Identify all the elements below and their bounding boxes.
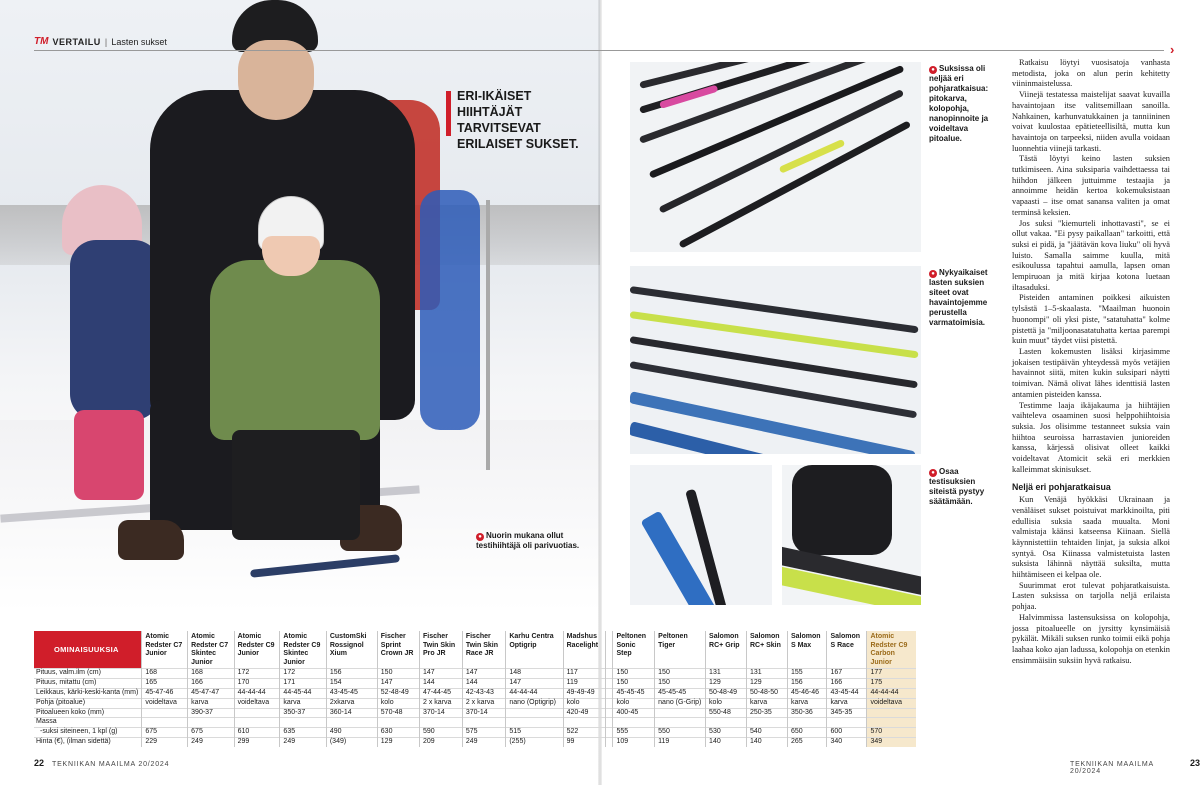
table-cell: 675 — [188, 728, 234, 738]
table-cell: 635 — [280, 728, 326, 738]
table-row-label: Pituus, valm.ilm (cm) — [36, 669, 101, 677]
table-cell: 154 — [326, 679, 377, 689]
table-cell: kolo — [563, 698, 606, 708]
table-cell: voideltava — [142, 698, 188, 708]
table-cell: 119 — [563, 679, 606, 689]
photo-binding-adjust — [630, 465, 772, 605]
camera-icon: ● — [929, 469, 937, 477]
article-paragraph: Kun Venäjä hyökkäsi Ukrainaan ja venäläiset sukset poistuivat markkinoilta, piti edullisia suksia saada muualta. Moni valmistaja käänsi katseensa Kiinaan. Siellä käynnistettiin tehtaiden linjat, ja suksia alkoi syntyä. Osa Kiinassa valmistetuista lasten suksista lähinnä näyttää suksilta, mutta hiihtämiseen ei kelpaa ole. — [1012, 495, 1170, 580]
table-body — [34, 669, 916, 747]
table-column-header: Fischer Sprint Crown JR — [377, 631, 419, 669]
table-cell: 650 — [787, 728, 827, 738]
table-cell: 150 — [655, 679, 706, 689]
header-rule — [34, 50, 1164, 51]
table-column-header: Atomic Redster C9 Skintec Junior — [280, 631, 326, 669]
table-cell: 340 — [827, 737, 867, 747]
table-cell: 600 — [827, 728, 867, 738]
photo-2-caption: ● Nykyaikaiset lasten suksien siteet ovat havaintojemme perustella varmatoimisia. — [929, 268, 988, 327]
table-column-header: Fischer Twin Skin Pro JR — [420, 631, 463, 669]
article-body — [1012, 58, 1170, 666]
table-cell: 99 — [563, 737, 606, 747]
table-cell: karva — [280, 698, 326, 708]
table-cell: 129 — [377, 737, 419, 747]
table-cell: 131 — [746, 669, 787, 679]
page-number-left: 22 — [34, 758, 45, 768]
table-cell: voideltava — [234, 698, 280, 708]
article-paragraph: Halvimmissa lastensuksissa on kolopohja, jossa pitoalueelle on jyrsitty kynsimäisiä pykälät. Mikäli suksen runko toimii eikä pohja laahaa koko ajan ladussa, kolopohja on etenkin ensimmäisiin suksiin hyvä ratkaisu. — [1012, 612, 1170, 665]
table-cell: 50-48-49 — [706, 688, 747, 698]
section-topic: Lasten sukset — [111, 36, 167, 47]
table-cell — [420, 718, 463, 728]
table-cell: 50-48-50 — [746, 688, 787, 698]
table-cell — [234, 708, 280, 718]
table-cell — [867, 708, 916, 718]
table-cell: 370-14 — [462, 708, 506, 718]
table-cell: 2xkarva — [326, 698, 377, 708]
table-cell: 249 — [462, 737, 506, 747]
table-cell: 49-49-49 — [563, 688, 606, 698]
table-row — [34, 669, 916, 679]
table-column-header: Peltonen Tiger — [655, 631, 706, 669]
table-cell — [563, 718, 606, 728]
table-cell — [606, 708, 613, 718]
article-paragraph: Pisteiden antaminen poikkesi aikuisten tylsästä 1–5-skaalasta. "Maailman huonoin huonompi" oli yksi piste, "satatuhatta" kolme pistettä ja "miljoonasatatuhatta kertaa parempi kuin muut" täydet viisi pistettä. — [1012, 293, 1170, 346]
table-cell: 168 — [188, 669, 234, 679]
table-cell — [606, 728, 613, 738]
table-column-header: Fischer Twin Skin Race JR — [462, 631, 506, 669]
photo-1-caption: ● Suksissa oli neljää eri pohjaratkaisua: pitokarva, kolopohja, nanopinnoite ja voideltava pitoalue. — [929, 64, 989, 143]
table-column-header: Karhu Centra Optigrip — [506, 631, 563, 669]
table-cell: 144 — [420, 679, 463, 689]
table-cell: 420-49 — [563, 708, 606, 718]
table-cell: 530 — [706, 728, 747, 738]
table-cell: 166 — [827, 679, 867, 689]
table-cell — [655, 718, 706, 728]
spec-table — [34, 631, 916, 747]
table-cell — [606, 718, 613, 728]
table-row — [34, 679, 916, 689]
table-cell: 45-46-46 — [787, 688, 827, 698]
table-cell: 177 — [867, 669, 916, 679]
article-paragraph: Lasten kokemusten lisäksi kirjasimme jokaisen testipäivän yhteydessä myös vetäjien havainnot siitä, miten kukin suksipari näytti toimivan. Nämä olivat lähes identtisiä lasten antamien pisteiden kanssa. — [1012, 346, 1170, 399]
table-cell: 45-47-47 — [188, 688, 234, 698]
table-cell — [867, 718, 916, 728]
table-cell — [613, 718, 655, 728]
headline-accent-bar — [446, 91, 451, 136]
table-cell: 172 — [234, 669, 280, 679]
table-cell: 249 — [188, 737, 234, 747]
table-cell: 400-45 — [613, 708, 655, 718]
table-cell: 370-14 — [420, 708, 463, 718]
table-cell: 117 — [563, 669, 606, 679]
table-cell: 349 — [867, 737, 916, 747]
table-cell: 675 — [142, 728, 188, 738]
table-cell: 168 — [142, 669, 188, 679]
table-cell: 550-48 — [706, 708, 747, 718]
table-cell: 350-37 — [280, 708, 326, 718]
table-cell: 350-36 — [787, 708, 827, 718]
article-paragraph: Ratkaisu löytyi vuosisatoja vanhasta metodista, joka on alun perin kehitetty viininmaistelussa. — [1012, 58, 1170, 89]
table-cell — [326, 718, 377, 728]
table-cell: 249 — [280, 737, 326, 747]
camera-icon: ● — [929, 270, 937, 278]
table-cell: 119 — [655, 737, 706, 747]
article-paragraph: Tästä löytyi keino lasten suksien tutkimiseen. Aina suksiparia vaihdettaessa tai hiihdon jälkeen juttuimme testaajia ja annoimme heidän kertoa kokemuksistaan vapaasti – itse omat sanansa valiten ja omat terminsä keksien. — [1012, 154, 1170, 217]
article-paragraph: Suurimmat erot tulevat pohjaratkaisuista. Lasten suksissa on tarjolla neljä erilaista pohjaa. — [1012, 580, 1170, 612]
photo-ski-bindings — [630, 266, 921, 454]
table-column-header: Peltonen Sonic Step — [613, 631, 655, 669]
table-cell: 147 — [506, 679, 563, 689]
table-cell: (349) — [326, 737, 377, 747]
table-cell: 140 — [706, 737, 747, 747]
table-cell — [462, 718, 506, 728]
article-paragraph: Jos suksi "kiemurteli inhottavasti", se ei ollut vakaa. "Ei pysy paikallaan" tarkoitti, että suksi ei pidä, ja "jäätävän kova liuku" oli hyvä luisto. Samalla saimme kuulla, mitä esikoulussa tapahtui aamulla, lapsen oman lempiruoan ja mitä kirjaa kotona luetaan iltasaduksi. — [1012, 218, 1170, 292]
table-cell: 156 — [326, 669, 377, 679]
table-cell: 229 — [142, 737, 188, 747]
table-row — [34, 737, 916, 747]
table-cell: 45-45-45 — [613, 688, 655, 698]
table-column-header: Salomon RC+ Skin — [746, 631, 787, 669]
table-cell: 109 — [613, 737, 655, 747]
photo-binding-closeup — [782, 465, 921, 605]
table-row — [34, 728, 916, 738]
table-cell: 43-45-44 — [827, 688, 867, 698]
table-cell: 250-35 — [746, 708, 787, 718]
table-cell: 540 — [746, 728, 787, 738]
headline: ERI-IKÄISET HIIHTÄJÄT TARVITSEVAT ERILAISET SUKSET. — [457, 89, 579, 151]
table-cell: 43-45-45 — [326, 688, 377, 698]
table-row-label: Leikkaus, kärki-keski-kanta (mm) — [36, 689, 139, 697]
table-row — [34, 718, 916, 728]
table-row-label: Pohja (pitoalue) — [36, 698, 86, 706]
table-row-label: Pituus, mitattu (cm) — [36, 679, 97, 687]
table-cell: 44-44-44 — [867, 688, 916, 698]
table-cell — [506, 708, 563, 718]
table-row-label: Massa — [36, 718, 57, 726]
table-cell: kolo — [706, 698, 747, 708]
table-cell: 150 — [613, 679, 655, 689]
next-page-arrow-icon: › — [1170, 42, 1175, 57]
photo-ski-bases — [630, 62, 921, 252]
table-cell: 515 — [506, 728, 563, 738]
table-cell — [280, 718, 326, 728]
main-photo-caption: ● Nuorin mukana ollut testihiihtäjä oli parivuotias. — [476, 531, 580, 550]
table-cell: 147 — [377, 679, 419, 689]
table-column-header: Madshus Racelight — [563, 631, 606, 669]
table-cell: 45-45-45 — [655, 688, 706, 698]
table-cell: karva — [188, 698, 234, 708]
section-header — [34, 36, 167, 47]
table-cell: 44-44-44 — [506, 688, 563, 698]
table-cell — [606, 679, 613, 689]
table-row-label: Hinta (€), (ilman sidettä) — [36, 738, 111, 746]
tm-logo: TM — [34, 36, 49, 47]
table-column-header: Salomon S Max — [787, 631, 827, 669]
table-cell — [706, 718, 747, 728]
camera-icon: ● — [476, 533, 484, 541]
table-cell: 150 — [655, 669, 706, 679]
table-cell: 550 — [655, 728, 706, 738]
table-cell — [234, 718, 280, 728]
table-cell: 209 — [420, 737, 463, 747]
table-cell: 131 — [706, 669, 747, 679]
table-cell: 610 — [234, 728, 280, 738]
table-cell: 570-48 — [377, 708, 419, 718]
table-cell: 156 — [787, 679, 827, 689]
table-row — [34, 688, 916, 698]
table-cell: 590 — [420, 728, 463, 738]
table-cell — [606, 688, 613, 698]
table-cell — [506, 718, 563, 728]
table-column-header — [606, 631, 613, 669]
table-cell: 172 — [280, 669, 326, 679]
table-row — [34, 708, 916, 718]
table-cell: 390-37 — [188, 708, 234, 718]
table-cell: 575 — [462, 728, 506, 738]
section-separator: | — [104, 36, 108, 47]
table-cell: 167 — [827, 669, 867, 679]
table-cell — [142, 708, 188, 718]
footer-left — [34, 758, 169, 768]
table-cell: karva — [827, 698, 867, 708]
table-column-header: Atomic Redster C9 Junior — [234, 631, 280, 669]
table-cell: 44-45-44 — [280, 688, 326, 698]
table-cell: 150 — [377, 669, 419, 679]
table-column-header: Atomic Redster C7 Skintec Junior — [188, 631, 234, 669]
article-paragraph: Viinejä testatessa maistelijat saavat kuvailla havaintojaan itse valitsemillaan sanoilla. Nahkainen, karhunvatukkainen ja tanniininen voivat kuulostaa epätieteellisiltä, mutta kun havaintoja on tarpeeksi, niiden avulla voidaan luonnehtia viinejä tarkasti. — [1012, 90, 1170, 153]
article-paragraph: Testimme laaja ikäjakauma ja hiihtäjien vaihteleva osaaminen suosi helppohiihtoisia suksia. Jos olisimme testanneet suksia vain hiihtoa seuroissa harrastavien junioreiden kanssa, kärjessä olisivat olleet kaikki voideltavat Atomicit sekä eri merkkien kalleimmat skinisukset. — [1012, 400, 1170, 474]
table-cell: 490 — [326, 728, 377, 738]
table-cell: 147 — [462, 669, 506, 679]
table-cell — [142, 718, 188, 728]
table-cell: 345-35 — [827, 708, 867, 718]
table-cell — [188, 718, 234, 728]
table-cell: 47-44-45 — [420, 688, 463, 698]
table-cell: 129 — [706, 679, 747, 689]
table-cell: (255) — [506, 737, 563, 747]
table-cell: 42-43-43 — [462, 688, 506, 698]
table-cell: 171 — [280, 679, 326, 689]
table-cell: 140 — [746, 737, 787, 747]
table-cell: 630 — [377, 728, 419, 738]
table-cell: 166 — [188, 679, 234, 689]
table-header-row — [34, 631, 916, 669]
table-cell: 155 — [787, 669, 827, 679]
table-cell: nano (Optigrip) — [506, 698, 563, 708]
table-cell: kolo — [613, 698, 655, 708]
table-column-header: CustomSki Rossignol Xium — [326, 631, 377, 669]
table-column-header: Atomic Redster C7 Junior — [142, 631, 188, 669]
table-cell: 129 — [746, 679, 787, 689]
table-column-header: Salomon RC+ Grip — [706, 631, 747, 669]
table-cell: 148 — [506, 669, 563, 679]
table-row — [34, 698, 916, 708]
table-row-label: -suksi siteineen, 1 kpl (g) — [40, 728, 118, 736]
section-name: VERTAILU — [52, 36, 101, 47]
table-cell: 299 — [234, 737, 280, 747]
table-cell: 45-47-46 — [142, 688, 188, 698]
table-cell — [787, 718, 827, 728]
magazine-issue-left: TEKNIIKAN MAAILMA 20/2024 — [52, 761, 170, 768]
table-cell: voideltava — [867, 698, 916, 708]
table-cell: 265 — [787, 737, 827, 747]
table-cell: 555 — [613, 728, 655, 738]
table-cell: 522 — [563, 728, 606, 738]
table-cell: 2 x karva — [420, 698, 463, 708]
magazine-issue-right: TEKNIIKAN MAAILMA 20/2024 — [1070, 761, 1154, 775]
table-cell: 570 — [867, 728, 916, 738]
table-cell — [746, 718, 787, 728]
table-row-label: Pitoalueen koko (mm) — [36, 708, 105, 716]
table-cell: 144 — [462, 679, 506, 689]
footer-right — [1070, 758, 1200, 775]
table-cell: 2 x karva — [462, 698, 506, 708]
table-cell — [606, 737, 613, 747]
table-cell: kolo — [377, 698, 419, 708]
table-column-header: Atomic Redster C9 Carbon Junior — [867, 631, 916, 669]
table-cell: 150 — [613, 669, 655, 679]
page-number-right: 23 — [1189, 758, 1200, 768]
table-cell: 175 — [867, 679, 916, 689]
table-cell: 147 — [420, 669, 463, 679]
table-cell: karva — [787, 698, 827, 708]
table-cell — [377, 718, 419, 728]
table-cell: 44-44-44 — [234, 688, 280, 698]
table-cell — [606, 698, 613, 708]
table-cell: 170 — [234, 679, 280, 689]
table-properties-header: OMINAISUUKSIA — [34, 631, 142, 669]
table-cell — [655, 708, 706, 718]
table-cell: 360-14 — [326, 708, 377, 718]
camera-icon: ● — [929, 66, 937, 74]
table-cell — [606, 669, 613, 679]
article-subheading: Neljä eri pohjaratkaisua — [1012, 482, 1111, 493]
photo-3-caption: ● Osaa testisuksien siteistä pystyy säätämään. — [929, 467, 985, 506]
table-column-header: Salomon S Race — [827, 631, 867, 669]
table-cell: nano (G-Grip) — [655, 698, 706, 708]
table-cell: 165 — [142, 679, 188, 689]
table-cell — [827, 718, 867, 728]
table-cell: karva — [746, 698, 787, 708]
table-cell: 52-48-49 — [377, 688, 419, 698]
